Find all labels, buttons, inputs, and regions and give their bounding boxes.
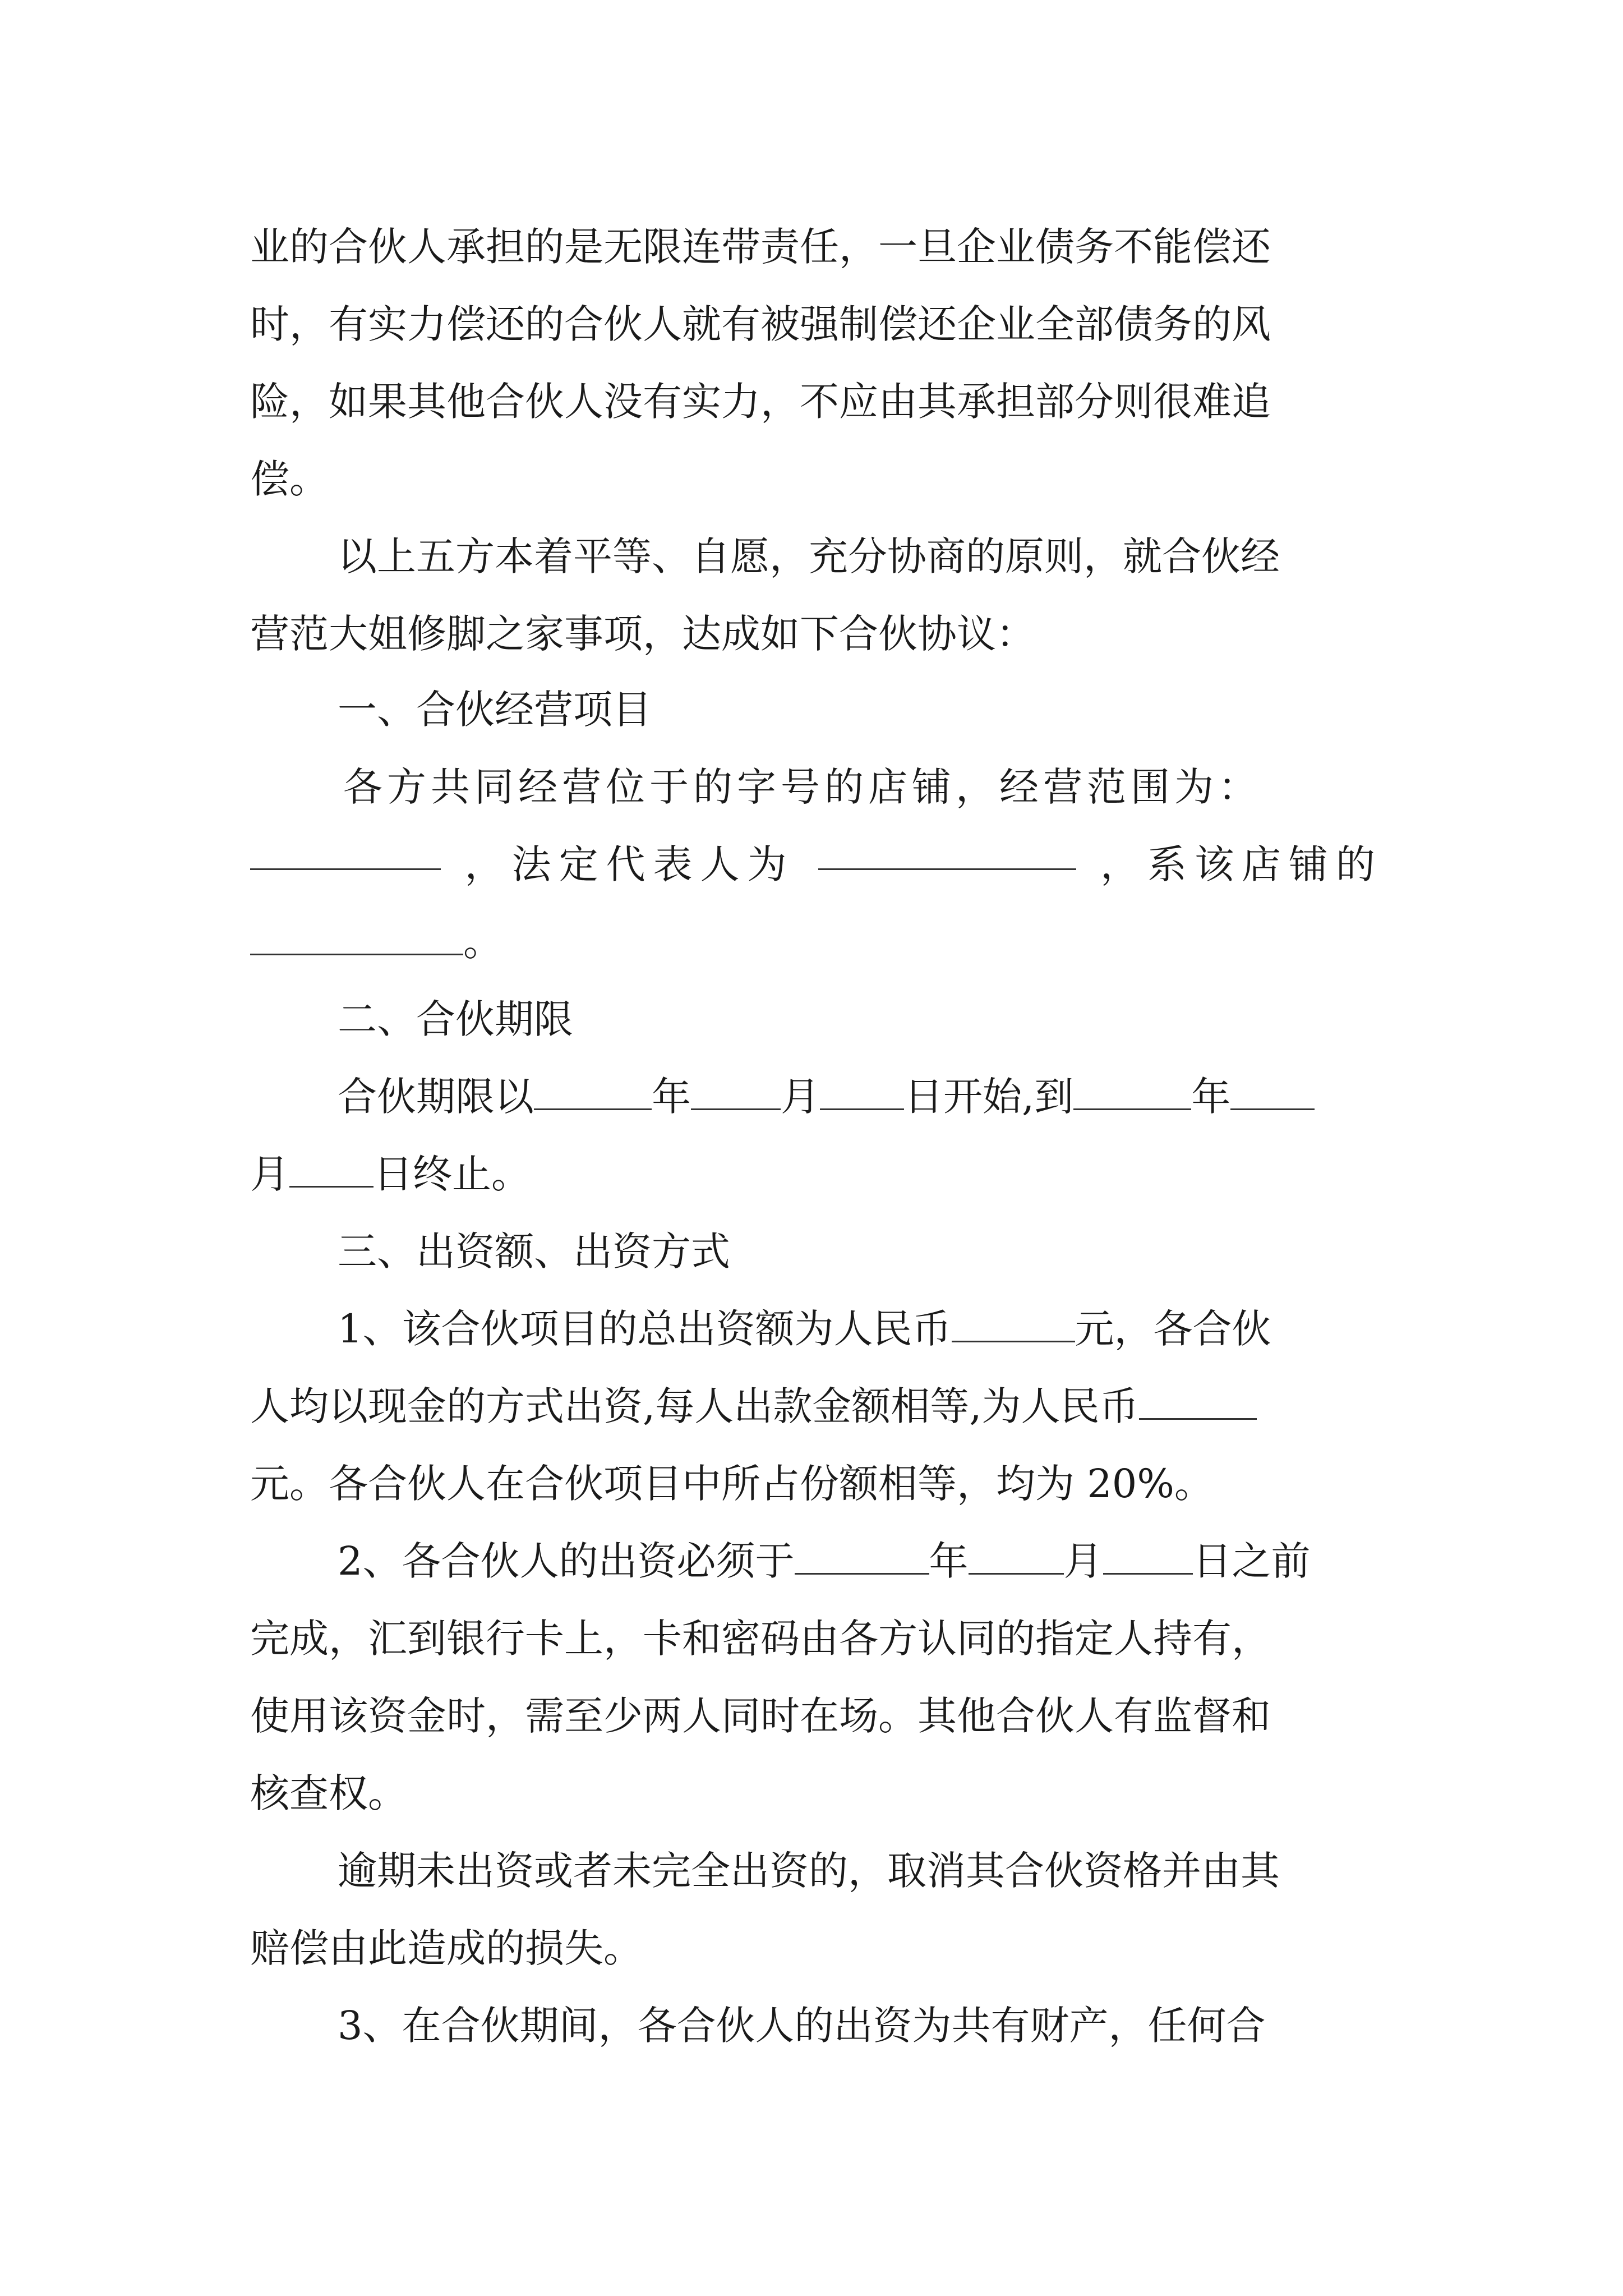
fill-blank[interactable] bbox=[1230, 1068, 1315, 1110]
fill-blank[interactable] bbox=[691, 1068, 781, 1110]
body-text-segment: 合伙期限以 bbox=[338, 1074, 534, 1120]
fill-blank[interactable] bbox=[820, 1068, 904, 1110]
fill-blank[interactable] bbox=[250, 913, 463, 955]
body-text-segment: ，系该店铺的 bbox=[1100, 841, 1383, 887]
body-text-segment: 月 bbox=[250, 1151, 289, 1197]
body-text-line bbox=[250, 905, 1383, 978]
fill-blank[interactable] bbox=[969, 1533, 1064, 1575]
body-text-line: 核查权。 bbox=[250, 1770, 407, 1816]
body-text-segment: 月 bbox=[781, 1074, 820, 1120]
fill-blank[interactable] bbox=[534, 1068, 652, 1110]
fill-blank[interactable] bbox=[1103, 1533, 1193, 1575]
body-text-line: 险，如果其他合伙人没有实力，不应由其承担部分则很难追 bbox=[250, 379, 1271, 425]
body-text-segment: 年 bbox=[929, 1538, 969, 1584]
body-text-line: 各方共同经营位于的字号的店铺，经营范围为： bbox=[343, 764, 1262, 810]
body-text-line: 偿。 bbox=[250, 456, 329, 502]
body-text-line: 时，有实力偿还的合伙人就有被强制偿还企业全部债务的风 bbox=[250, 301, 1271, 347]
body-text-segment: 日开始,到 bbox=[904, 1074, 1074, 1120]
body-text-segment: 2、各合伙人的出资必须于 bbox=[338, 1538, 795, 1584]
fill-blank[interactable] bbox=[1073, 1068, 1191, 1110]
body-text-line bbox=[338, 1060, 1383, 1133]
body-text-line: 营范大姐修脚之家事项，达成如下合伙协议： bbox=[250, 611, 1035, 657]
body-text-line: 使用该资金时，需至少两人同时在场。其他合伙人有监督和 bbox=[250, 1693, 1271, 1739]
body-text-line: 逾期未出资或者未完全出资的，取消其合伙资格并由其 bbox=[338, 1848, 1280, 1894]
body-text-line bbox=[338, 1292, 1383, 1365]
body-text-line: 赔偿由此造成的损失。 bbox=[250, 1925, 643, 1971]
fill-blank[interactable] bbox=[795, 1533, 929, 1575]
body-text-line bbox=[250, 1370, 1383, 1443]
body-text-segment: 。 bbox=[463, 919, 502, 965]
section-heading: 三、出资额、出资方式 bbox=[338, 1228, 730, 1274]
body-text-line bbox=[250, 828, 1383, 901]
body-text-line: 业的合伙人承担的是无限连带责任，一旦企业债务不能偿还 bbox=[250, 224, 1271, 270]
body-text-line bbox=[338, 1525, 1383, 1598]
body-text-line bbox=[250, 1138, 1383, 1211]
body-text-segment: ，法定代表人为 bbox=[464, 841, 795, 887]
body-text-segment: 年 bbox=[1191, 1074, 1231, 1120]
fill-blank[interactable] bbox=[1139, 1378, 1257, 1420]
body-text-line: 以上五方本着平等、自愿，充分协商的原则，就合伙经 bbox=[338, 533, 1280, 579]
body-text-segment: 1、该合伙项目的总出资额为人民币 bbox=[338, 1306, 952, 1352]
fill-blank[interactable] bbox=[250, 828, 441, 870]
body-text-segment: 元，各合伙 bbox=[1075, 1306, 1271, 1352]
body-text-segment: 日之前 bbox=[1192, 1538, 1311, 1584]
section-heading: 二、合伙期限 bbox=[338, 996, 573, 1042]
body-text-line: 完成，汇到银行卡上，卡和密码由各方认同的指定人持有， bbox=[250, 1616, 1271, 1662]
fill-blank[interactable] bbox=[289, 1145, 374, 1188]
section-heading: 一、合伙经营项目 bbox=[338, 687, 652, 733]
body-text-segment: 日终止。 bbox=[374, 1151, 531, 1197]
body-text-segment: 月 bbox=[1063, 1538, 1103, 1584]
body-text-segment: 年 bbox=[652, 1074, 691, 1120]
fill-blank[interactable] bbox=[818, 828, 1076, 870]
body-text-line: 3、在合伙期间，各合伙人的出资为共有财产，任何合 bbox=[338, 2003, 1266, 2049]
fill-blank[interactable] bbox=[952, 1300, 1075, 1342]
body-text-line: 元。各合伙人在合伙项目中所占份额相等，均为 20%。 bbox=[250, 1461, 1214, 1507]
body-text-segment: 人均以现金的方式出资,每人出款金额相等,为人民币 bbox=[250, 1383, 1139, 1429]
